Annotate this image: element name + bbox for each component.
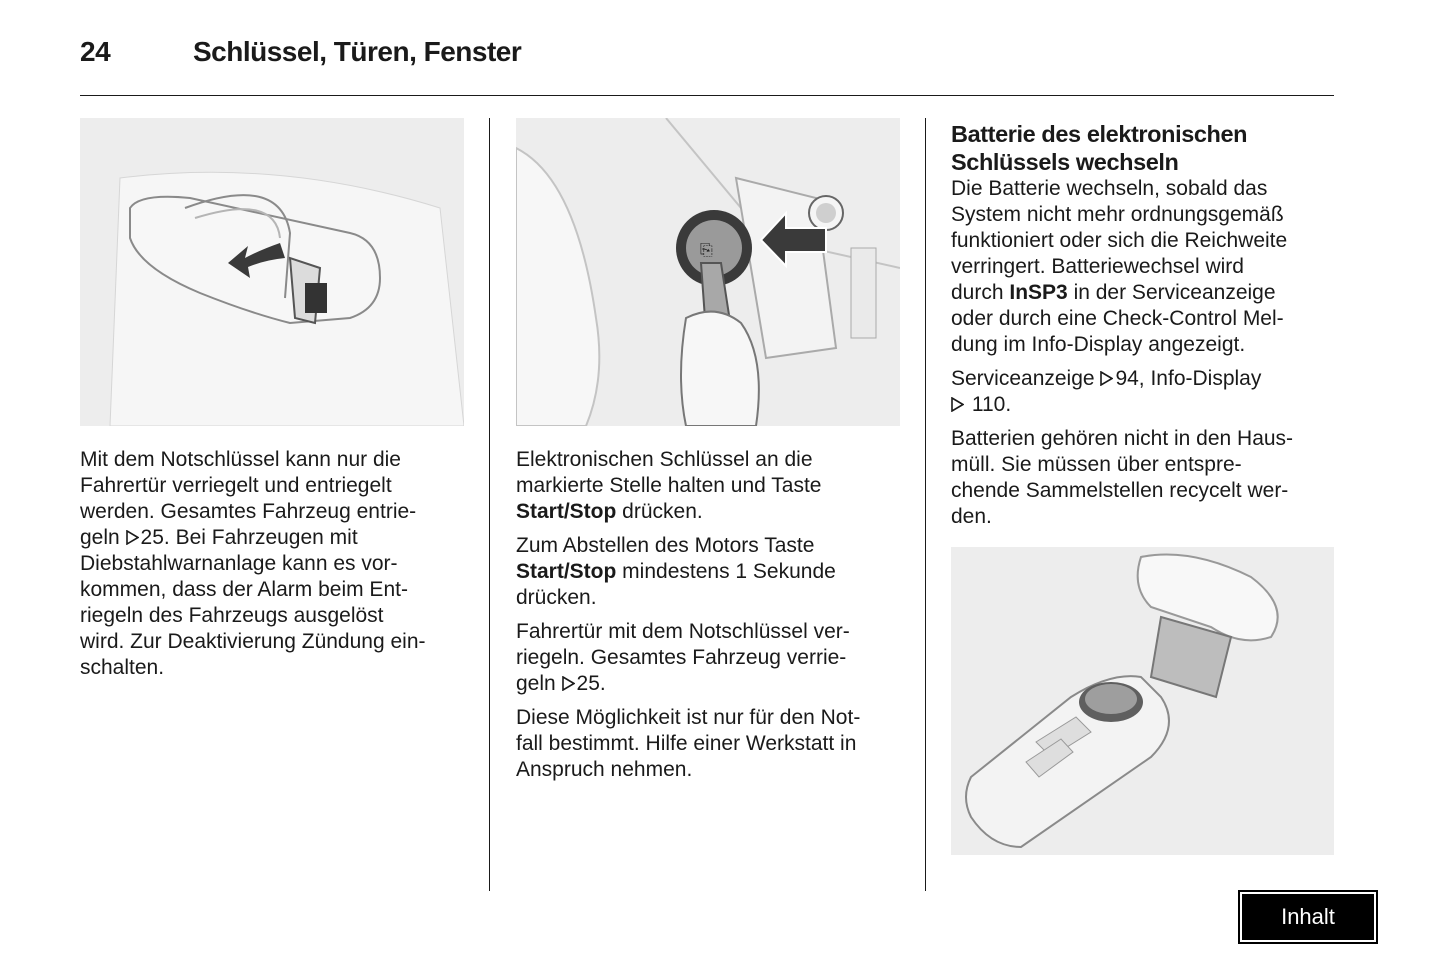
paragraph-references: Serviceanzeige 94, Info-Display 110.	[951, 367, 1262, 416]
column-3-text	[951, 120, 1341, 538]
reference-arrow-icon	[562, 676, 575, 691]
paragraph-recycling: Batterien gehören nicht in den Haus- müll. Sie müssen über entspre- chende Sammelstellen recycelt wer- den.	[951, 427, 1294, 528]
emergency-key-paragraph: Mit dem Notschlüssel kann nur die Fahrertür verriegelt und entriegelt werden. Gesamtes Fahrzeug entrie- geln 25. Bei Fahrzeugen mit Diebstahlwarnanlage kann es vor- kommen, dass der Alarm beim Ent- riegeln des Fahrzeugs ausgelöst wird. Zur Deaktivierung Zündung ein- schalten.	[80, 448, 426, 679]
reference-arrow-icon	[1100, 371, 1113, 386]
page-ref-link[interactable]: 25	[576, 672, 600, 695]
column-2-text	[516, 447, 916, 791]
paragraph-emergency-only: Diese Möglichkeit ist nur für den Not- fall bestimmt. Hilfe einer Werkstatt in Anspruch nehmen.	[516, 706, 861, 781]
key-battery-illustration	[951, 547, 1334, 855]
section-heading: Batterie des elektronischen Schlüssels wechseln	[951, 121, 1248, 175]
header-rule	[80, 95, 1334, 96]
reference-arrow-icon	[951, 397, 964, 412]
paragraph-lock-door: Fahrertür mit dem Notschlüssel ver- riegeln. Gesamtes Fahrzeug verrie- geln 25.	[516, 620, 850, 695]
reference-arrow-icon	[126, 530, 139, 545]
page-number: 24	[80, 36, 111, 67]
page-ref-link[interactable]: 110	[971, 393, 1006, 416]
paragraph-battery-change: Die Batterie wechseln, sobald das System nicht mehr ordnungsgemäß funktioniert oder sich die Reichweite verringert. Batteriewechsel wird durch InSP3 in der Serviceanzeige oder durch eine Check-Control Mel- dung im Info-Display angezeigt.	[951, 177, 1288, 356]
key-start-stop-illustration	[516, 118, 900, 426]
column-divider-1	[489, 118, 490, 891]
page-title: Schlüssel, Türen, Fenster	[193, 36, 522, 67]
column-1-text	[80, 447, 475, 689]
svg-text:⎘: ⎘	[700, 240, 713, 259]
door-handle-illustration	[80, 118, 464, 426]
contents-button[interactable]: Inhalt	[1242, 894, 1374, 940]
paragraph-engine-off: Zum Abstellen des Motors Taste Start/Stop mindestens 1 Sekunde drücken.	[516, 534, 836, 609]
column-divider-2	[925, 118, 926, 891]
paragraph-hold-key: Elektronischen Schlüssel an die markierte Stelle halten und Taste Start/Stop drücken.	[516, 448, 822, 523]
page-ref-link[interactable]: 94	[1115, 367, 1139, 390]
page-ref-link[interactable]: 25	[140, 526, 164, 549]
